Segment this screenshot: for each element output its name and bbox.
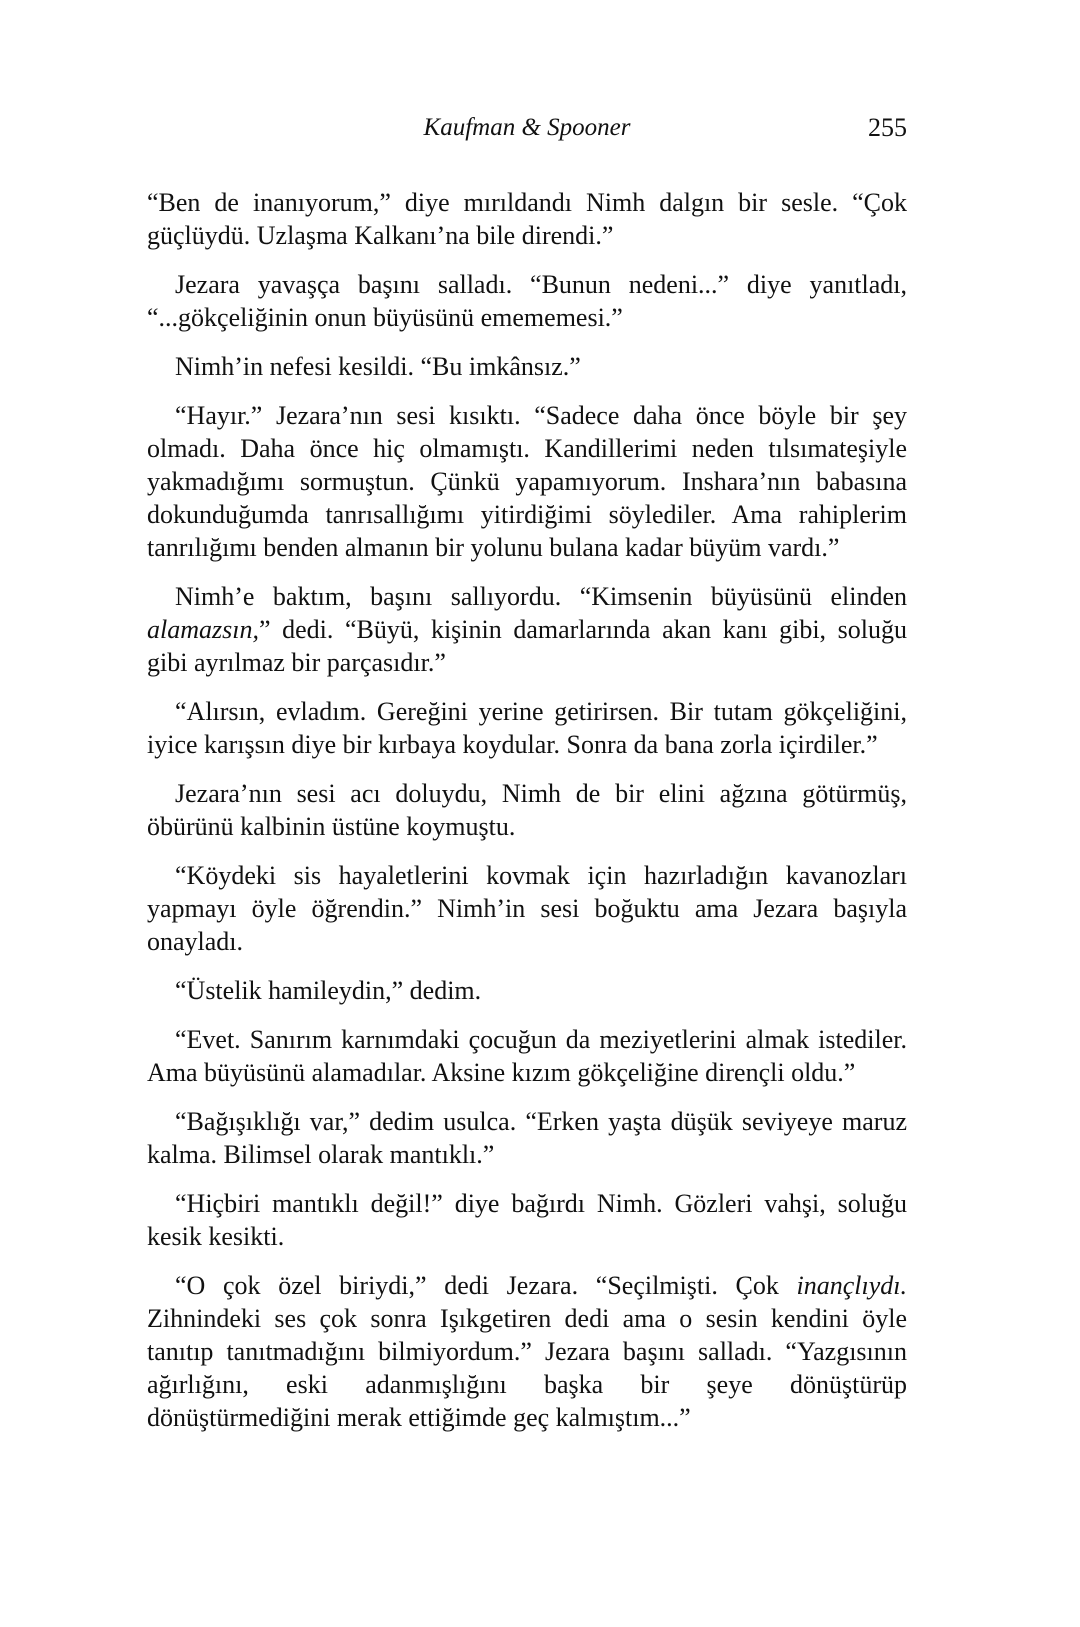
body-text	[147, 186, 907, 1450]
paragraph: “Ben de inanıyorum,” diye mırıldandı Nimh dalgın bir sesle. “Çok güçlüydü. Uzlaşma Kalkanı’na bile direndi.”	[147, 188, 907, 250]
page-header	[147, 108, 907, 148]
paragraph: “Alırsın, evladım. Gereğini yerine getirirsen. Bir tutam gökçeliğini, iyice karışsın diye bir kırbaya koydular. Sonra da bana zorla içirdiler.”	[147, 697, 907, 759]
paragraph: Nimh’in nefesi kesildi. “Bu imkânsız.”	[175, 352, 581, 381]
paragraph: “Bağışıklığı var,” dedim usulca. “Erken yaşta düşük seviyeye maruz kalma. Bilimsel olarak mantıklı.”	[147, 1107, 907, 1169]
paragraph-text: Nimh’e baktım, başını sallıyordu. “Kimsenin büyüsünü elinden	[175, 582, 907, 611]
page-number: 255	[868, 113, 907, 142]
running-title: Kaufman & Spooner	[423, 114, 631, 141]
paragraph	[147, 580, 907, 679]
paragraph: “Evet. Sanırım karnımdaki çocuğun da meziyetlerini almak istediler. Ama büyüsünü alamadılar. Aksine kızım gökçeliğine dirençli oldu.”	[147, 1025, 907, 1087]
paragraph-text: Zihnindeki ses çok sonra Işıkgetiren dedi ama o sesin kendini öyle tanıtıp tanıtmadığını bilmiyordum.” Jezara başını salladı. “Yazgısının ağırlığını, eski adanmışlığını başka bir şeye dönüştürüp dönüştürmediğini merak ettiğimde geç kalmıştım...”	[147, 1304, 907, 1432]
paragraph-text: “O çok özel biriydi,” dedi Jezara. “Seçilmişti. Çok	[175, 1271, 797, 1300]
paragraph: Jezara’nın sesi acı doluydu, Nimh de bir elini ağzına götürmüş, öbürünü kalbinin üstüne koymuştu.	[147, 779, 907, 841]
emphasis-text: alamazsın,	[147, 615, 259, 644]
paragraph: Jezara yavaşça başını salladı. “Bunun nedeni...” diye yanıtladı, “...gökçeliğinin onun büyüsünü emememesi.”	[147, 270, 907, 332]
paragraph: “Köydeki sis hayaletlerini kovmak için hazırladığın kavanozları yapmayı öyle öğrendin.” Nimh’in sesi boğuktu ama Jezara başıyla onayladı.	[147, 861, 907, 956]
paragraph	[147, 1269, 907, 1434]
paragraph: “Hayır.” Jezara’nın sesi kısıktı. “Sadece daha önce böyle bir şey olmadı. Daha önce hiç olmamıştı. Kandillerimi neden tılsımateşiyle yakmadığımı sormuştun. Çünkü yapamıyorum. Inshara’nın babasına dokunduğumda tanrısallığımı yitirdiğimi söylediler. Ama rahiplerim tanrılığımı benden almanın bir yolunu bulana kadar büyüm vardı.”	[147, 401, 907, 562]
paragraph: “Hiçbiri mantıklı değil!” diye bağırdı Nimh. Gözleri vahşi, soluğu kesik kesikti.	[147, 1189, 907, 1251]
paragraph: “Üstelik hamileydin,” dedim.	[175, 976, 482, 1005]
emphasis-text: inançlıydı.	[796, 1271, 907, 1300]
paragraph-text: ” dedi. “Büyü, kişinin damarlarında akan kanı gibi, soluğu gibi ayrılmaz bir parçasıdır.”	[147, 615, 907, 677]
